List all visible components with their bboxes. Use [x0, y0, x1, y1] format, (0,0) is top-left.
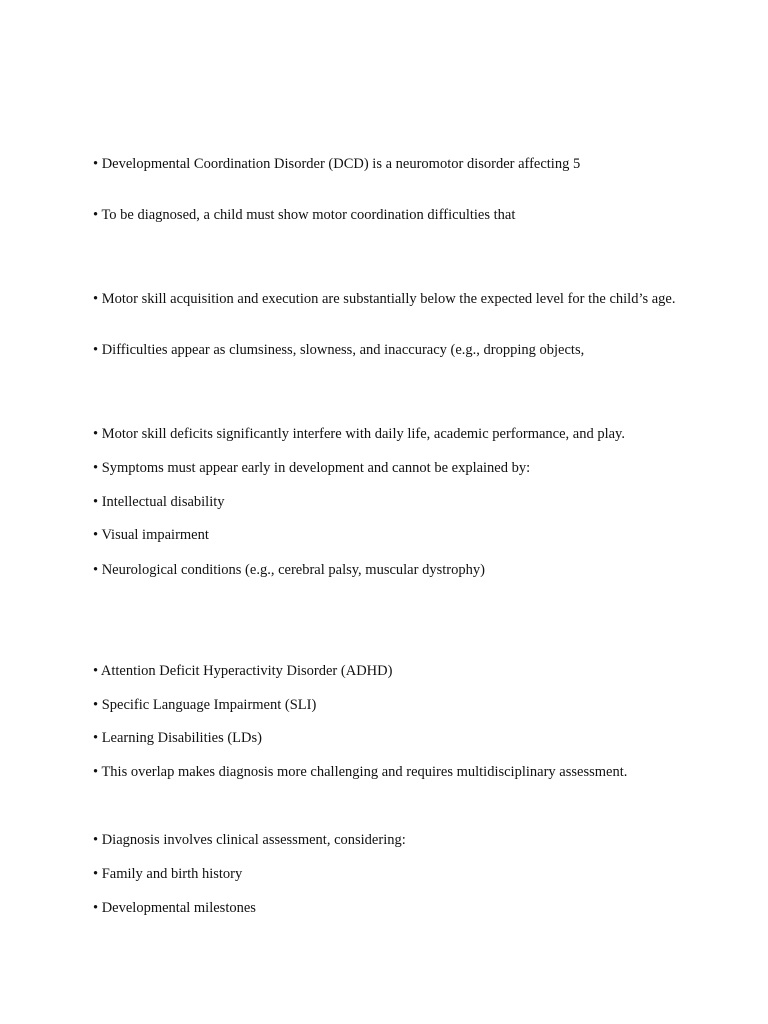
list-item-intellectual-disability: • Intellectual disability	[93, 494, 225, 510]
list-item-developmental-milestones: • Developmental milestones	[93, 900, 256, 916]
paragraph-symptoms-early: • Symptoms must appear early in development and cannot be explained by:	[93, 460, 531, 476]
list-item-visual-impairment: • Visual impairment	[93, 527, 209, 543]
paragraph-dcd-definition: • Developmental Coordination Disorder (DCD) is a neuromotor disorder affecting 5	[93, 156, 581, 172]
list-item-family-birth-history: • Family and birth history	[93, 866, 243, 882]
paragraph-motor-deficits: • Motor skill deficits significantly interfere with daily life, academic performance, and play.	[93, 426, 625, 442]
list-item-lds: • Learning Disabilities (LDs)	[93, 730, 262, 746]
list-item-neurological-conditions: • Neurological conditions (e.g., cerebral palsy, muscular dystrophy)	[93, 562, 485, 578]
paragraph-diagnosis-criteria: • To be diagnosed, a child must show motor coordination difficulties that	[93, 207, 516, 223]
paragraph-motor-skill-acquisition: • Motor skill acquisition and execution are substantially below the expected level for the child’s age.	[93, 291, 676, 307]
list-item-sli: • Specific Language Impairment (SLI)	[93, 697, 317, 713]
paragraph-difficulties: • Difficulties appear as clumsiness, slowness, and inaccuracy (e.g., dropping objects,	[93, 342, 585, 358]
paragraph-diagnosis-assessment: • Diagnosis involves clinical assessment, considering:	[93, 832, 406, 848]
list-item-adhd: • Attention Deficit Hyperactivity Disorder (ADHD)	[93, 663, 393, 679]
paragraph-overlap: • This overlap makes diagnosis more challenging and requires multidisciplinary assessment.	[93, 764, 628, 780]
